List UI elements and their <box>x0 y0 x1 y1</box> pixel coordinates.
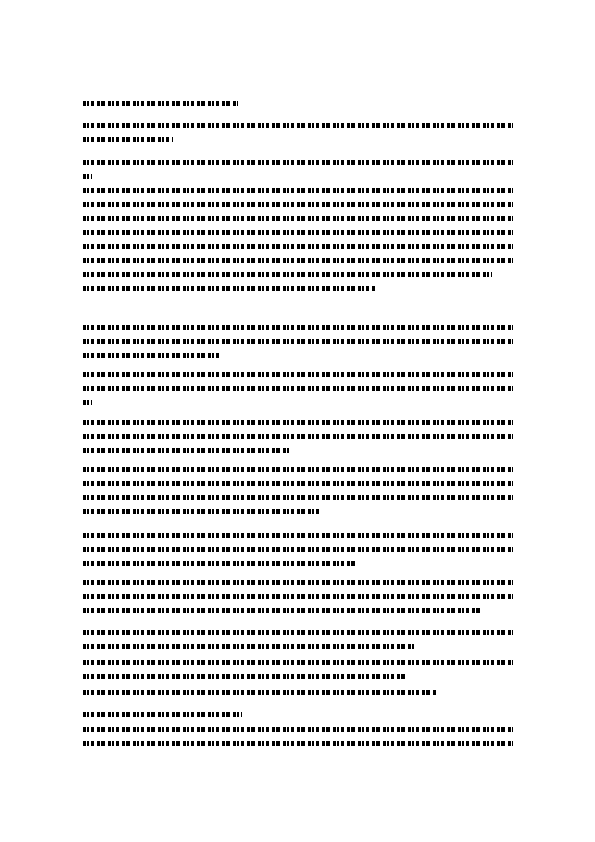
text-line <box>83 467 513 472</box>
text-line <box>83 123 513 128</box>
text-line <box>83 533 513 538</box>
text-line <box>83 580 513 585</box>
text-line <box>83 353 221 358</box>
text-line <box>83 727 513 732</box>
text-line <box>83 339 513 344</box>
text-line <box>83 286 375 291</box>
text-line <box>83 325 513 330</box>
text-line <box>83 495 513 500</box>
text-line <box>83 674 406 679</box>
text-line <box>83 448 289 453</box>
text-line <box>83 372 513 377</box>
text-line <box>83 660 513 665</box>
paragraph <box>83 188 513 300</box>
paragraph <box>83 123 513 151</box>
text-line <box>83 712 242 717</box>
text-line <box>83 386 513 391</box>
text-line <box>83 258 513 263</box>
paragraph <box>83 160 513 188</box>
text-line <box>83 644 414 649</box>
text-line <box>83 509 320 514</box>
text-line <box>83 420 513 425</box>
text-line <box>83 741 513 746</box>
paragraph <box>83 325 513 367</box>
text-line <box>83 594 513 599</box>
paragraph <box>83 533 513 575</box>
text-line <box>83 202 513 207</box>
text-line <box>83 690 436 695</box>
text-line <box>83 630 513 635</box>
paragraph <box>83 420 513 462</box>
paragraph <box>83 372 513 414</box>
text-line <box>83 160 513 165</box>
text-line <box>83 400 92 405</box>
text-line <box>83 244 513 249</box>
text-line <box>83 101 238 106</box>
paragraph <box>83 630 513 658</box>
text-line <box>83 174 92 179</box>
text-line <box>83 547 513 552</box>
paragraph <box>83 660 513 688</box>
text-line <box>83 188 513 193</box>
text-line <box>83 137 173 142</box>
text-line <box>83 561 358 566</box>
paragraph <box>83 727 513 755</box>
text-line <box>83 481 513 486</box>
text-line <box>83 230 513 235</box>
paragraph <box>83 690 513 704</box>
paragraph <box>83 712 513 726</box>
text-line <box>83 272 492 277</box>
text-line <box>83 216 513 221</box>
text-line <box>83 608 483 613</box>
text-line <box>83 434 513 439</box>
paragraph <box>83 101 513 115</box>
paragraph <box>83 580 513 622</box>
paragraph <box>83 467 513 523</box>
